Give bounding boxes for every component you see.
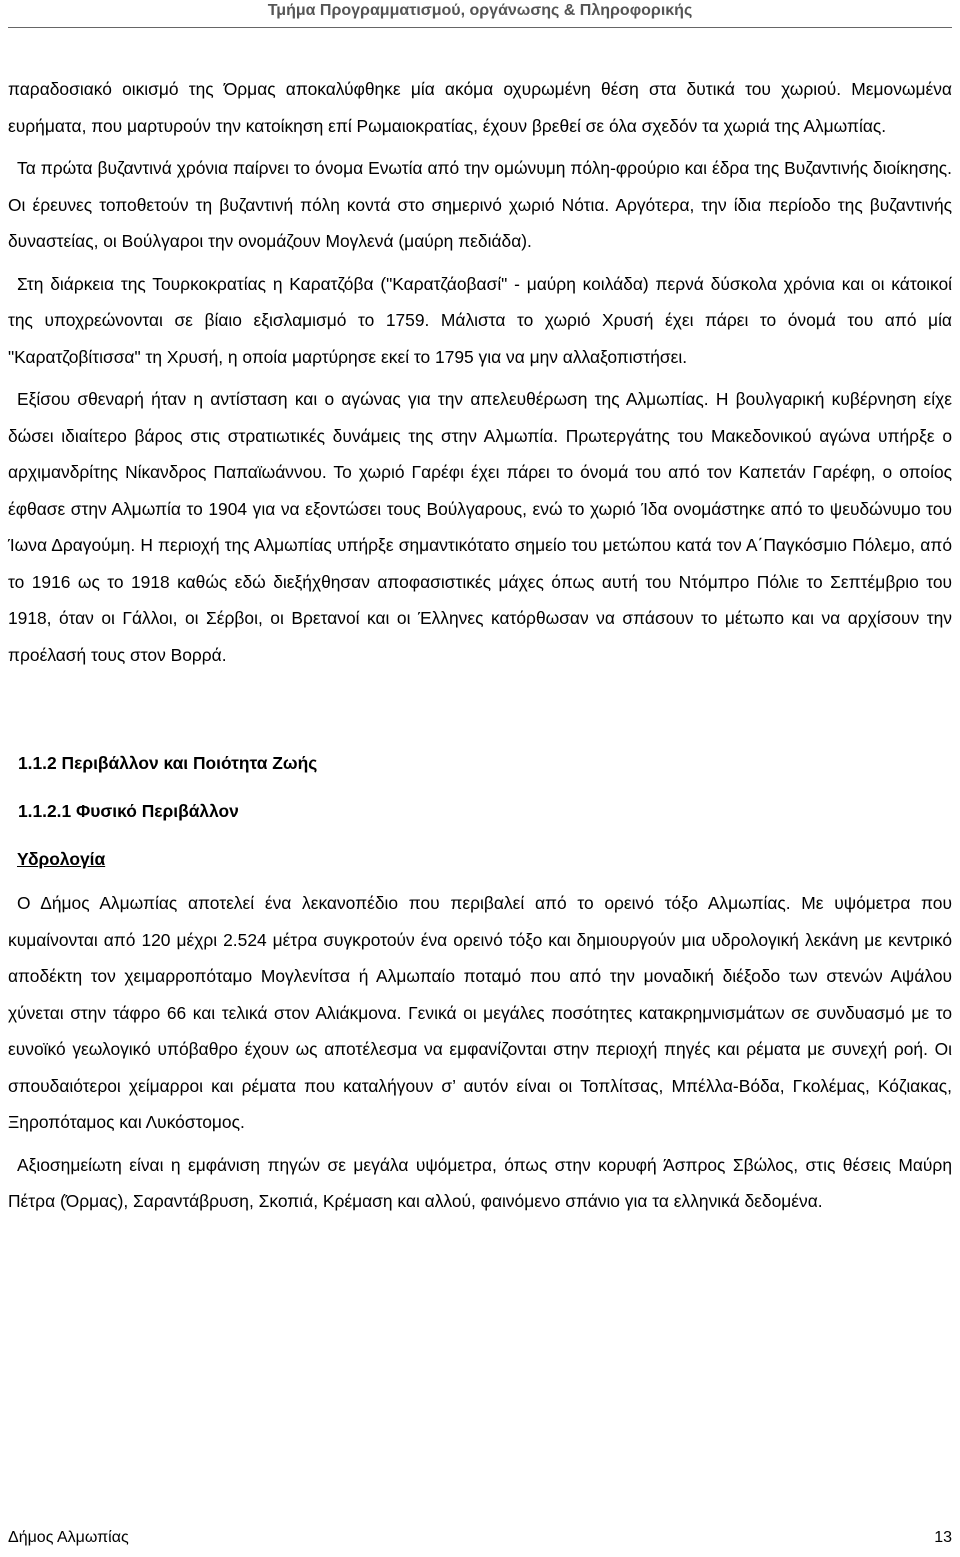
paragraph-1: παραδοσιακό οικισμό της Όρμας αποκαλύφθηκε μία ακόμα οχυρωμένη θέση στα δυτικά του χωριού. Μεμονωμένα ευρήματα, που μαρτυρούν την κατοίκηση επί Ρωμαιοκρατίας, έχουν βρεθεί σε όλα σχεδόν τα χωριά της Αλμωπίας. [8, 79, 952, 136]
topic-heading: Υδρολογία [17, 849, 106, 869]
footer-municipality: Δήμος Αλμωπίας [8, 1529, 129, 1546]
paragraph-6: Αξιοσημείωτη είναι η εμφάνιση πηγών σε μεγάλα υψόμετρα, όπως στην κορυφή Άσπρος Σβώλος, στις θέσεις Μαύρη Πέτρα (Όρμας), Σαραντάβρυση, Σκοπιά, Κρέμαση και αλλού, φαινόμενο σπάνιο για τα ελληνικά δεδομένα. [8, 1154, 952, 1211]
paragraph-3: Στη διάρκεια της Τουρκοκρατίας η Καρατζόβα ("Καρατζάοβασί" - μαύρη κοιλάδα) περνά δύσκολα χρόνια και οι κάτοικοί της υποχρεώνονται σε βίαιο εξισλαμισμό το 1759. Μάλιστα το χωριό Χρυσή έχει πάρει το όνομά του από μία "Καρατζοβίτισσα" τη Χρυσή, η οποία μαρτύρησε εκεί το 1795 για να μην αλλαξοπιστήσει. [8, 273, 952, 367]
document-body [8, 71, 952, 1220]
paragraph-4: Εξίσου σθεναρή ήταν η αντίσταση και ο αγώνας για την απελευθέρωση της Αλμωπίας. Η βουλγαρική κυβέρνηση είχε δώσει ιδιαίτερο βάρος στις στρατιωτικές δυνάμεις της στην Αλμωπία. Πρωτεργάτης του Μακεδονικού αγώνα υπήρξε ο αρχιμανδρίτης Νίκανδρος Παπαϊωάννου. Το χωριό Γαρέφι έχει πάρει το όνομά του από τον Καπετάν Γαρέφη, ο οποίος έφθασε στην Αλμωπία το 1904 για να εξοντώσει τους Βούλγαρους, ενώ το χωριό Ίδα ονομάστηκε από το ψευδώνυμο του Ίωνα Δραγούμη. Η περιοχή της Αλμωπίας υπήρξε σημαντικότατο σημείο του μετώπου κατά τον Α΄Παγκόσμιο Πόλεμο, από το 1916 ως το 1918 καθώς εδώ διεξήχθησαν αποφασιστικές μάχες όπως αυτή του Ντόμπρο Πόλιε το Σεπτέμβριο του 1918, όταν οι Γάλλοι, οι Σέρβοι, οι Βρετανοί και οι Έλληνες κατόρθωσαν να σπάσουν το μέτωπο και να αρχίσουν την προέλασή τους στον Βορρά. [8, 389, 952, 665]
subsection-heading: 1.1.2.1 Φυσικό Περιβάλλον [18, 801, 239, 821]
paragraph-5: Ο Δήμος Αλμωπίας αποτελεί ένα λεκανοπέδιο που περιβαλεί από το ορεινό τόξο Αλμωπίας. Με υψόμετρα που κυμαίνονται από 120 μέχρι 2.524 μέτρα συγκροτούν ένα ορεινό τόξο και δημιουργούν μια υδρολογική λεκάνη με κεντρικό αποδέκτη τον χειμαρροπόταμο Μογλενίτσα ή Αλμωπαίο ποταμό που από την μοναδική διέξοδο των στενών Αψάλου χύνεται στην τάφρο 66 και τελικά στον Αλιάκμονα. Γενικά οι μεγάλες ποσότητες κατακρημνισμάτων σε συνδυασμό με το ευνοϊκό γεωλογικό υπόβαθρο έχουν ως αποτέλεσμα να εμφανίζονται στην περιοχή πηγές και ρέματα με συνεχή ροή. Οι σπουδαιότεροι χείμαρροι και ρέματα που καταλήγουν σ’ αυτόν είναι οι Τοπλίτσας, Μπέλλα-Βόδα, Γκολέμας, Κόζιακας, Ξηροπόταμος και Λυκόστομος. [8, 893, 952, 1132]
section-heading: 1.1.2 Περιβάλλον και Ποιότητα Ζωής [18, 753, 318, 773]
page-header: Τμήμα Προγραμματισμού, οργάνωσης & Πληροφορικής [267, 2, 693, 19]
page-number: 13 [934, 1529, 952, 1546]
header-divider [8, 27, 952, 28]
paragraph-2: Τα πρώτα βυζαντινά χρόνια παίρνει το όνομα Ενωτία από την ομώνυμη πόλη-φρούριο και έδρα της Βυζαντινής διοίκησης. Οι έρευνες τοποθετούν τη βυζαντινή πόλη κοντά στο σημερινό χωριό Νότια. Αργότερα, την ίδια περίοδο της βυζαντινής δυναστείας, οι Βούλγαροι την ονομάζουν Μογλενά (μαύρη πεδιάδα). [8, 158, 952, 251]
